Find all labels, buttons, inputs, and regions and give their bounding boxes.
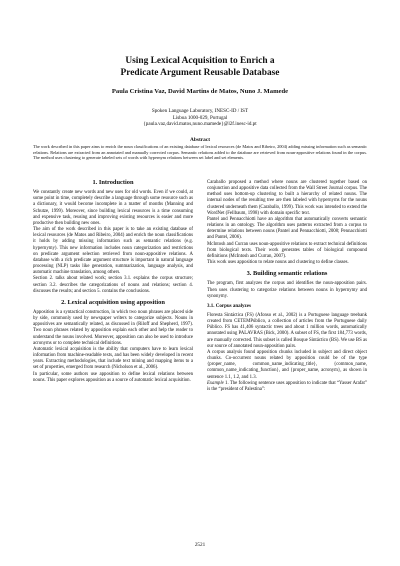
paper-authors: Paula Cristina Vaz, David Martins de Matos, Nuno J. Mamede xyxy=(111,88,289,95)
section-1-heading: 1. Introduction xyxy=(92,179,134,186)
abstract-heading: Abstract xyxy=(189,137,211,143)
title-line-1: Using Lexical Acquisition to Enrich a xyxy=(125,56,275,66)
related-paragraph-4: This work uses apposition to relate nouns and clustering to define classes. xyxy=(207,260,349,266)
section-3-1-heading: 3.1. Corpus analyzes xyxy=(207,303,251,309)
related-paragraph-1: Caraballo proposed a method where nouns are clustered together based on conjunction and appositive data collected from the Wall Street Journal corpus. The method uses bottom-up clustering to built a hierarchy of related nouns. The internal nodes of the resulting tree are then labeled with hypernyms for the nouns clustered underneath them (Caraballo, 1999). This work was intended to extend the WordNet (Fellbaum, 1998) with domain specific text. xyxy=(207,180,367,216)
example-text: 1. The following sentence uses apposition to indicate that “Yasser Arafat” is the “president of Palestina”: xyxy=(207,380,367,392)
related-paragraph-2: Pantel and Pennacchiotti have an algorithm that automatically converts semantic relations in an ontology. The algorithm uses patterns extracted from a corpus to determine relations between nouns (Pantel and Pennacchiotti, 2008; Pennacchiotti and Pantel, 2006). xyxy=(207,216,367,241)
section-2-heading: 2. Lexical acquisition using apposition xyxy=(61,298,165,306)
intro-paragraph-1: We constantly create new words and new uses for old words. Even if we could, at some point in time, completely describe a language through some resource such as a dictionary, it would become incomplete in a matter of months (Manning and Schutze, 1999). Moreover, since building lexical resources is a time consuming and expensive task, reusing and improving existing resources is easier and more productive then building new ones. xyxy=(33,190,193,226)
affiliation xyxy=(40,108,360,128)
page-number: 2521 xyxy=(194,542,206,548)
left-column xyxy=(33,180,193,384)
related-paragraph-3: McIntosh and Curran uses noun-appositive relations to extract technical definitions from biological texts. Their work generates tables of biological compound definitions (McIntosh and Curran, 2007). xyxy=(207,241,367,259)
example-paragraph xyxy=(207,381,367,393)
paper-title xyxy=(40,56,360,79)
corpus-paragraph-2: A corpus analysis found apposition chunks included in subject and direct object chunks. Co-occurrent nouns related by apposition could be of the type {proper_name, common_name_indicating_title}, {common_name, common_name_indicating_function}, and {proper_name, acronym}, as shown in sentence 1.1, 1.2, and 1.3. xyxy=(207,349,367,380)
intro-paragraph-2: The aim of the work described in this paper is to take an existing database of lexical resources (de Matos and Ribeiro, 2004) and enrich the noun classifications it holds by adding missing information such as semantic relations (e.g. hypernymy). This new information includes noun categorization and restrictions on predicate argument selection retrieved from noun-appositive relations. A database with a rich predicate argument structure is important in natural language processing (NLP) tasks like generation, summarization, language analysis, and automatic machine translation, among others. xyxy=(33,227,193,276)
apposition-paragraph-3: In particular, some authors use apposition to define lexical relations between nouns. This paper explores apposition as a source of automatic lexical acquisition. xyxy=(33,371,193,383)
building-paragraph-1: The program, first analyzes the corpus and identifies the noun-apposition pairs. Then uses clustering to categorize relations between nouns in hypernymy and synonymy. xyxy=(207,281,367,299)
corpus-paragraph-1: Floresta Sintáctica (FS) (Afonso et al., 2002) is a Portuguese language treebank created from CETEMPúblico, a collection of articles from the Portuguese daily Público. FS has 41,406 syntactic trees and about 1 million words, automatically annotated using PALAVRAS (Bick, 2000). A subset of FS, the first 184,773 words, are manually corrected. This subset is called Bosque Sintáctico (BS). We use BS as our source of annotated noun-apposition pairs. xyxy=(207,312,367,349)
apposition-paragraph-2: Automatic lexical acquisition is the ability that computers have to learn lexical information from machine-readable texts, and has been widely developed in recent years. Extracting methodologies, that include text mining and mapping items to a set of properties, emerged from research (Nicholson et al., 2006). xyxy=(33,346,193,371)
affiliation-city: Lisboa 1000-029, Portugal xyxy=(172,114,228,121)
affiliation-email: {paula.vaz,david.matos,nuno.mamede}@l2f.inesc-id.pt xyxy=(143,121,257,128)
title-line-2: Predicate Argument Reusable Database xyxy=(120,67,280,78)
intro-paragraph-3: Section 2. talks about related work; section 3.1. explains the corpus structure; section 3.2. describes the categorizations of nouns and relations; section 4. discusses the results; and section 5. contains the conclusions. xyxy=(33,276,193,294)
affiliation-lab: Spoken Language Laboratory, INESC-ID / IST xyxy=(151,108,249,114)
example-label: Example xyxy=(207,380,224,386)
abstract-text: The work described in this paper aims to enrich the noun classifications of an existing database of lexical resources (de Matos and Ribeiro, 2004) adding missing information such as semantic relations. Relations are extracted from an annotated and manually corrected corpus. Semantic relations added to the database are retrieved from noun-appositive relations found in the corpus. The method uses clustering to generate labeled sets of words with hypernym relations between set label and set elements. xyxy=(33,144,367,161)
right-column xyxy=(207,180,367,393)
section-3-heading: 3. Building semantic relations xyxy=(246,270,328,278)
apposition-paragraph-1: Apposition is a syntactical construction, in which two noun phrases are placed side by side, commonly used by newspaper writers to categorize subjects. Nouns in appositives are semantically related, as discussed in (Riloff and Shepherd, 1997). Two noun phrases related by apposition explain each other and help the reader to understand the nouns involved. Moreover, apposition can also be used to introduce acronyms or to complete technical definitions. xyxy=(33,309,193,346)
